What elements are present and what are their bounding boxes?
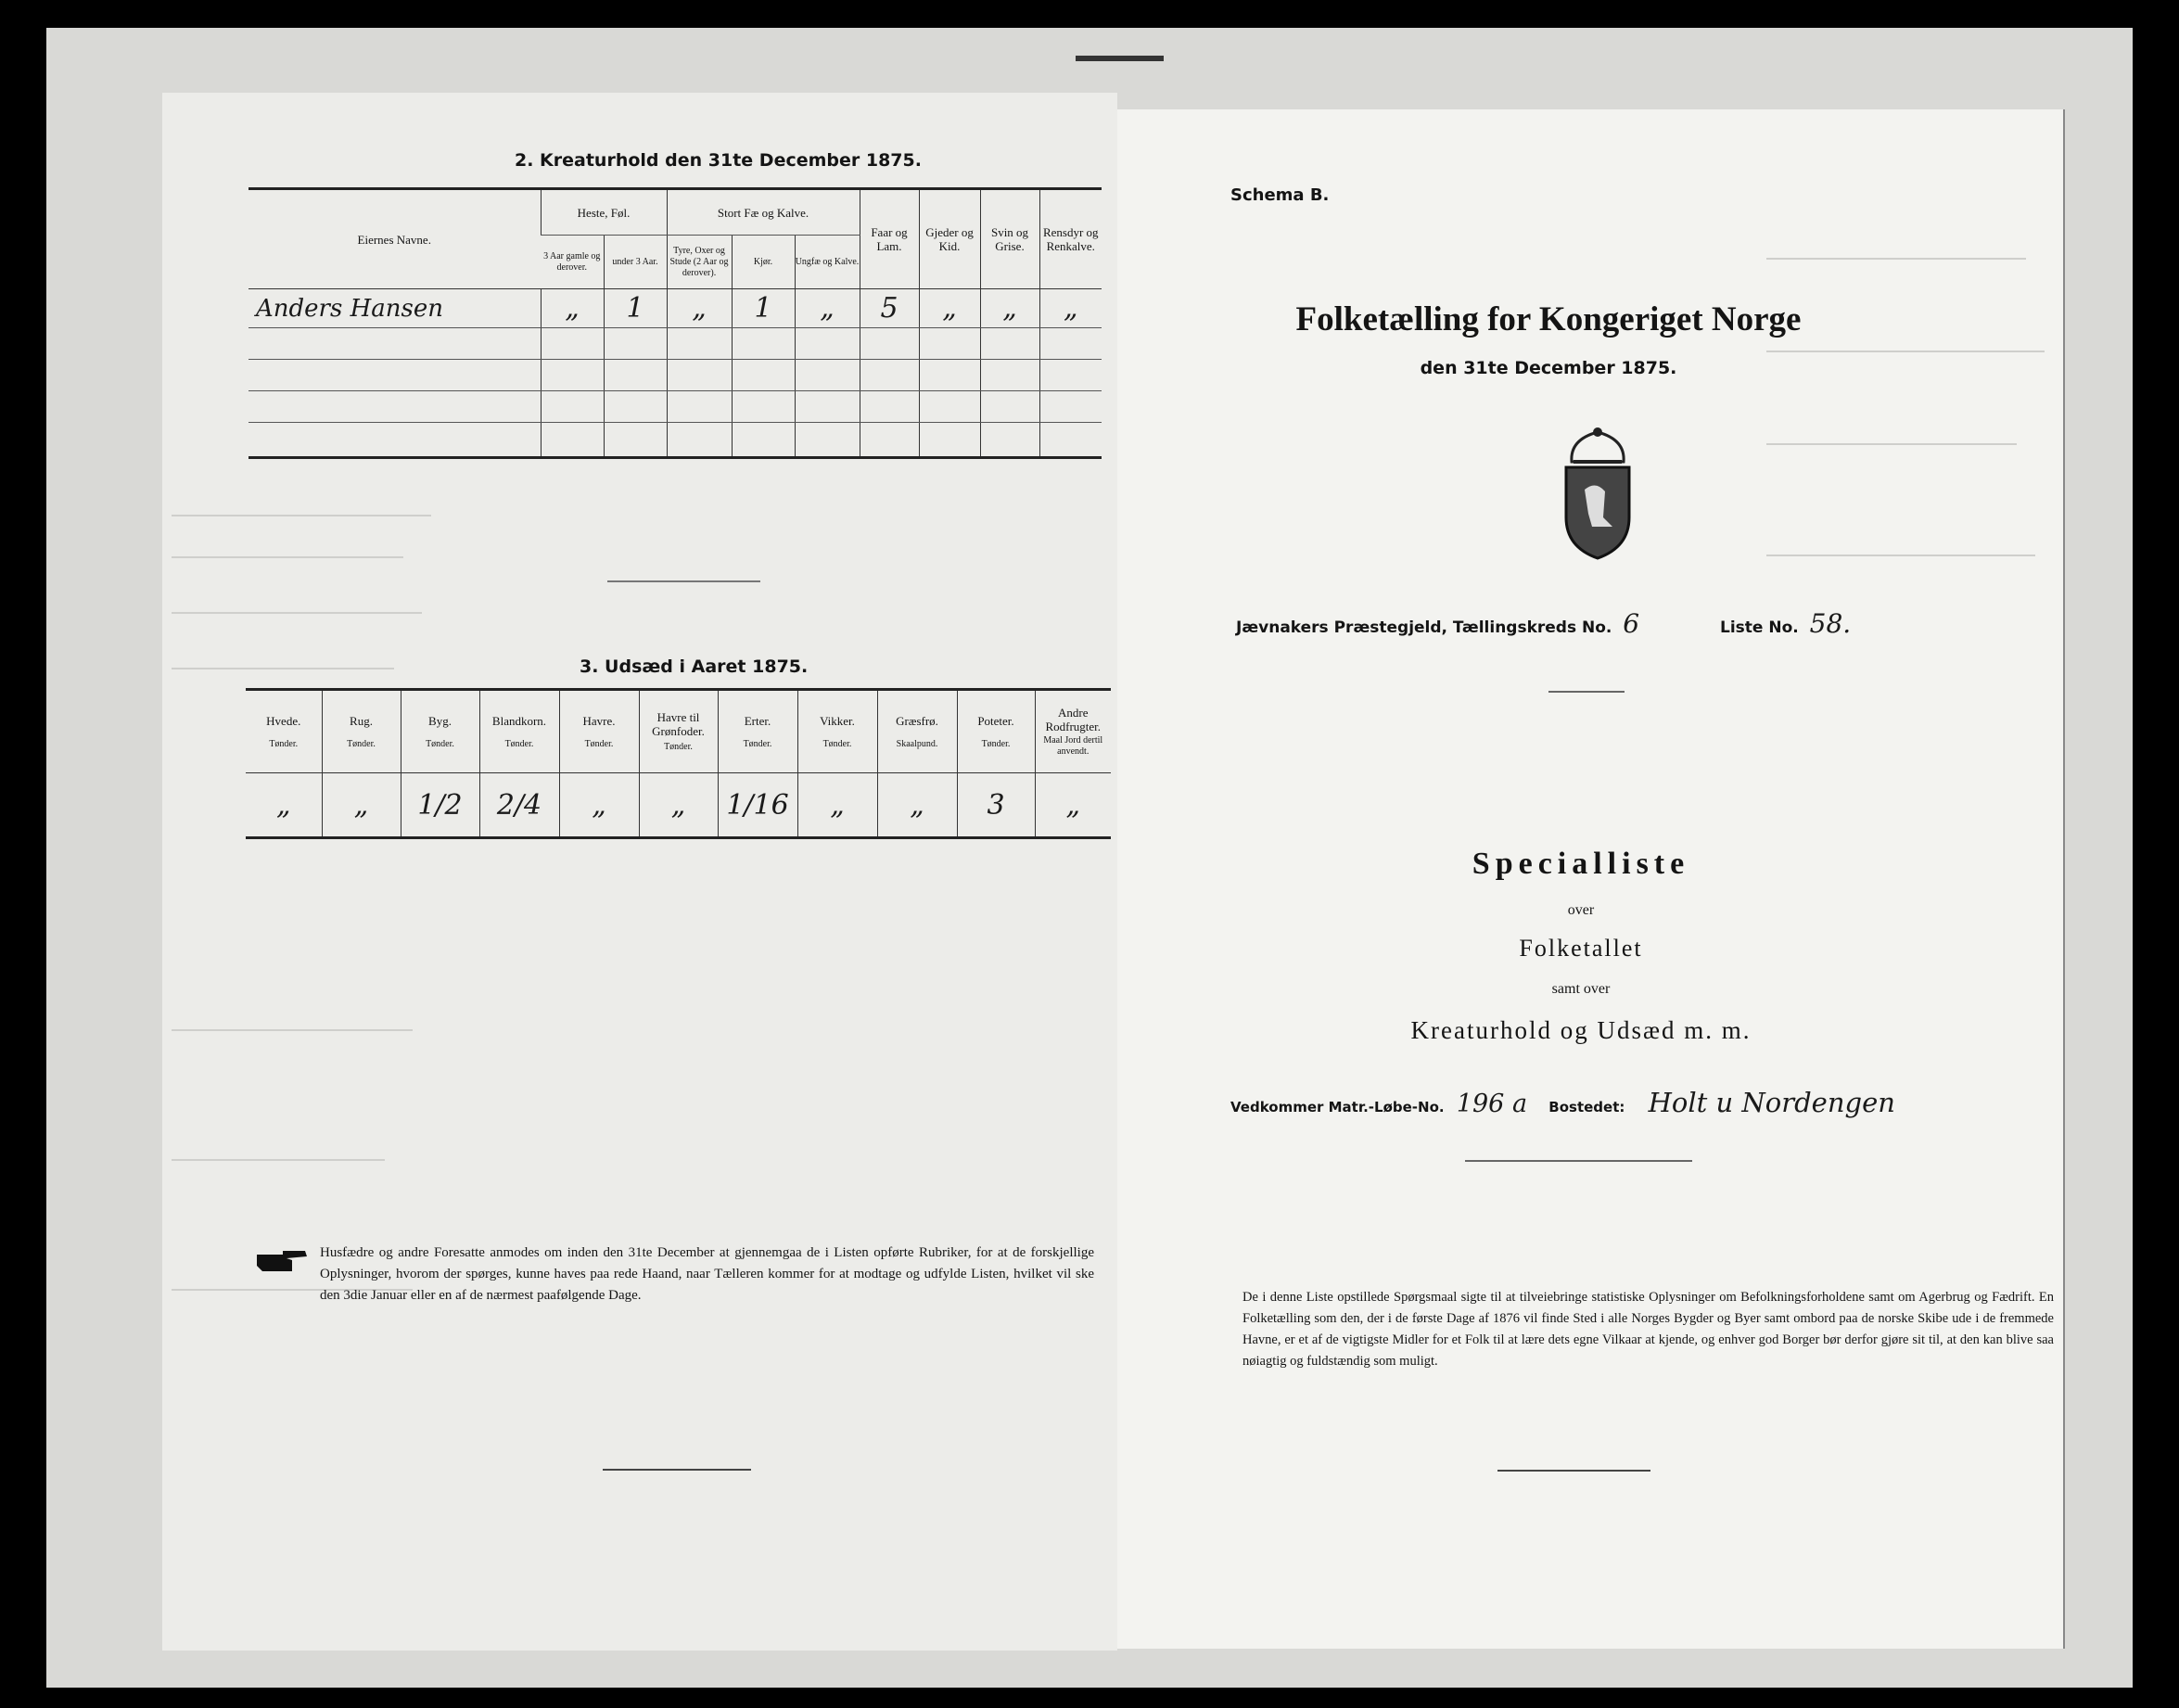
kreaturhold-title: Kreaturhold og Udsæd m. m. [1410,1016,1752,1044]
seed-header-label: Byg. [428,713,452,728]
seed-header-unit: Tønder. [981,738,1011,749]
over-text: over [1567,902,1595,918]
seed-header-potatoes [957,690,1035,773]
seed-header-label: Vikker. [820,713,855,728]
cell-value: „ [639,773,718,838]
seed-header-unit: Tønder. [347,738,376,749]
seed-header-label: Græsfrø. [896,713,938,728]
bleed-through-line [1766,443,2017,445]
bleed-through-line [1766,351,2045,352]
cell-value: „ [980,289,1039,328]
cell-value: „ [667,289,732,328]
district-number: 6 [1623,608,1640,639]
bleed-through-line [1766,554,2035,556]
seed-header-barley [401,690,479,773]
samt-over-text: samt over [1551,981,1611,997]
parish-label: Jævnakers Præstegjeld, Tællingskreds No. [1236,618,1612,637]
special-list-title: Specialliste [1472,847,1690,881]
property-line [1230,1087,1895,1118]
cell-value: 1 [732,289,795,328]
seed-header-unit: Tønder. [822,738,852,749]
livestock-table [248,187,1102,459]
norwegian-coat-of-arms-icon [1551,425,1644,564]
left-page [162,93,1117,1651]
bleed-through-line [1766,258,2026,260]
bleed-through-line [172,556,403,558]
right-page [1117,109,2063,1649]
matr-number: 196 a [1456,1090,1528,1118]
parish-line [1236,608,1639,639]
cell-value: „ [877,773,957,838]
bosted-value: Holt u Nordengen [1648,1087,1895,1118]
cell-value: 1 [604,289,667,328]
seed-header-label: Andre Rodfrugter. [1045,706,1102,733]
seed-header-label: Blandkorn. [491,713,547,728]
seed-header-label: Hvede. [266,713,301,728]
cell-value: 5 [860,289,919,328]
bleed-through-line [172,668,394,669]
horses-header: Heste, Føl. [541,189,667,236]
seed-header-unit: Maal Jord dertil anvendt. [1043,735,1103,757]
cattle-header: Stort Fæ og Kalve. [667,189,860,236]
cell-value: 1/2 [401,773,479,838]
owner-name: Anders Hansen [248,289,541,328]
folketallet-title: Folketallet [1519,935,1643,962]
seed-header-unit: Tønder. [584,738,614,749]
seed-table [246,688,1111,839]
divider [603,1469,751,1471]
seed-header-oats [559,690,639,773]
seed-header-unit: Tønder. [269,738,299,749]
schema-label: Schema B. [1230,185,1330,205]
cell-value: „ [559,773,639,838]
reindeer-header: Rensdyr og Renkalve. [1039,189,1102,289]
pigs-header: Svin og Grise. [980,189,1039,289]
table-row [246,773,1111,838]
seed-header-peas [718,690,797,773]
seed-header-wheat [246,690,322,773]
table-row [248,391,1102,423]
seed-header-mixed-grain [479,690,559,773]
seed-header-grass-seed [877,690,957,773]
seed-header-label: Havre. [582,713,616,728]
cell-value: 3 [957,773,1035,838]
horses-adult-subheader: 3 Aar gamle og derover. [541,236,604,289]
list-number-line [1720,608,1851,639]
seed-header-label: Rug. [350,713,373,728]
bleed-through-line [172,515,431,516]
seed-header-label: Havre til Grønfoder. [652,710,705,738]
owner-column-header: Eiernes Navne. [248,189,541,289]
list-number: 58. [1809,608,1852,639]
table-row [248,328,1102,360]
table-row [248,423,1102,458]
seed-header-unit: Tønder. [664,742,693,752]
divider [1497,1470,1650,1472]
cell-value: „ [797,773,877,838]
matr-label: Vedkommer Matr.-Løbe-No. [1230,1099,1445,1115]
cell-value: „ [1035,773,1111,838]
cell-value: „ [541,289,604,328]
goats-header: Gjeder og Kid. [919,189,980,289]
cell-value: 1/16 [718,773,797,838]
instruction-note: Husfædre og andre Foresatte anmodes om inden den 31te December at gjennemgaa de i Listen opførte Rubriker, for at de forskjellige Oplysninger, hvorom der spørges, kunne haves paa rede Haand, naar Tælleren kommer for at modtage og udfylde Listen, hvilket vil ske den 3die Januar eller en af de nærmest paafølgende Dage. [320,1245,1094,1303]
list-label: Liste No. [1720,618,1799,637]
cows-subheader: Kjør. [732,236,795,289]
cell-value: „ [322,773,401,838]
cell-value: „ [919,289,980,328]
seed-header-other-roots [1035,690,1111,773]
bleed-through-line [172,1159,385,1161]
pointing-hand-icon [255,1247,309,1275]
table-row [248,360,1102,391]
seed-header-vetch [797,690,877,773]
cell-value: „ [795,289,860,328]
young-cattle-subheader: Ungfæ og Kalve. [795,236,860,289]
livestock-section-title: 2. Kreaturhold den 31te December 1875. [515,150,922,171]
seed-header-rye [322,690,401,773]
horses-young-subheader: under 3 Aar. [604,236,667,289]
seed-header-unit: Tønder. [504,738,534,749]
divider [1548,691,1625,693]
bleed-through-line [172,1029,413,1031]
cell-value: „ [1039,289,1102,328]
seed-header-label: Erter. [744,713,771,728]
seed-header-label: Poteter. [977,713,1014,728]
info-note: De i denne Liste opstillede Spørgsmaal sigte til at tilveiebringe statistiske Oplysninger om Befolkningsforholdene samt om Agerbrug og Fædrift. En Folketælling som den, der i de første Dage af 1876 vil finde Sted i alle Norges Bygder og Byer samt ombord paa de norske Skibe ude i de fremmede Havne, er et af de vigtigste Midler for et Folk til at lære dets egne Vilkaar at kjende, og enhver god Borger bør derfor gjøre sit til, at den kan blive saa nøiagtig og fuldstændig som muligt. [1242,1290,2054,1369]
seed-header-green-oats [639,690,718,773]
divider [1465,1160,1692,1162]
cell-value: 2/4 [479,773,559,838]
main-title: Folketælling for Kongeriget Norge [1295,300,1802,338]
table-row [248,289,1102,328]
scan-mark [1076,56,1164,61]
seed-section-title: 3. Udsæd i Aaret 1875. [580,656,809,677]
seed-header-unit: Skaalpund. [896,738,938,749]
divider [607,580,760,582]
bleed-through-line [172,612,422,614]
cell-value: „ [275,788,291,822]
bosted-label: Bostedet: [1548,1099,1625,1115]
sheep-header: Faar og Lam. [860,189,919,289]
date-line: den 31te December 1875. [1420,358,1677,378]
bulls-oxen-subheader: Tyre, Oxer og Stude (2 Aar og derover). [667,236,732,289]
seed-header-unit: Tønder. [743,738,772,749]
seed-header-unit: Tønder. [426,738,454,749]
